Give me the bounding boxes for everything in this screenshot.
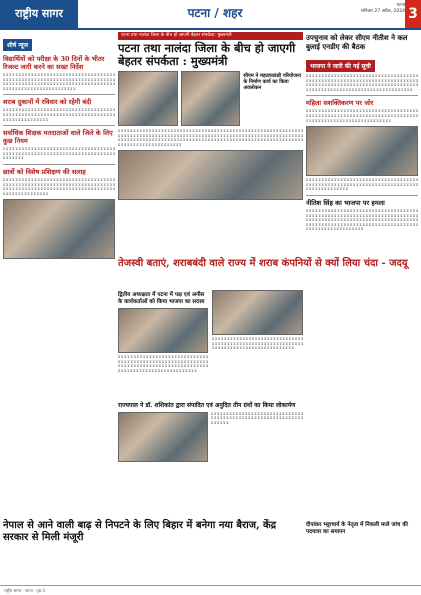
mid-story xyxy=(118,258,418,270)
story-body: ड ड ड ड ड ड ड ड ड ड ड ड ड ड ड ड ड ड ड ड ड ड ड ड ड ड ड ड ड ड ड ड ड ड ड ड ड ड ड ड ड ड ड ड ड ड ड ड ड ड ड ड ड ड ड ड ड ड ड ड ड ड ड ड ड ड ड ड ड ड ड ड ड ड ड ड ड ड ड ड ड ड ड ड ड ड ड ड ड ड ड ड ड ड ड ड ड ड ड ड xyxy=(306,109,418,123)
story-body: ड ड ड ड ड ड ड ड ड ड ड ड ड ड ड ड ड ड ड ड ड ड ड ड ड ड ड ड ड ड ड ड ड ड ड ड ड ड ड ड ड ड ड ड ड ड ड ड ड ड ड ड ड ड ड ड ड ड ड ड ड ड ड ड ड ड ड ड ड ड ड ड ड ड ड ड ड ड ड ड ड ड ड ड ड ड ड ड ड ड ड ड ड ड ड ड ड ड ड ड ड ड ड ड ड ड ड ड ड ड ड ड ड xyxy=(118,355,208,373)
divider xyxy=(306,95,418,96)
photo xyxy=(118,412,208,462)
story-body: ड ड ड ड ड ड ड ड ड ड ड ड ड ड ड ड ड ड ड ड ड ड ड ड ड ड ड ड ड ड ड ड ड ड ड ड ड ड ड ड ड ड ड ड ड ड ड ड ड ड ड ड ड ड ड ड ड ड ड ड ड ड ड ड ड ड ड ड ड ड ड ड ड ड ड ड ड ड ड ड ड ड ड ड ड ड ड ड ड ड ड ड ड ड ड ड ड ड ड ड ड ड ड ड ड ड ड ड ड ड ड ड ड ड ड ड ड ड ड ड ड ड ड ड ड ड ड ड ड ड ड ड ड ड ड ड ड ड ड ड ड ड ड xyxy=(306,74,418,92)
story-headline: विद्यार्थियों को परीक्षा के 30 दिनों के भीतर रिजल्ट जारी करने का सख्त निर्देश xyxy=(3,55,105,71)
right-column xyxy=(306,32,418,552)
story-headline: उपचुनाव को लेकर सीएम नीतीश ने कल बुलाई एनडीए की बैठक xyxy=(306,33,408,51)
section-label: भाजपा ने जारी की नई सूची xyxy=(306,60,375,72)
story-headline: नीतिश सिंह का भाजपा पर हमला xyxy=(306,198,385,207)
story-body: ड ड ड ड ड ड ड ड ड ड ड ड ड ड ड ड ड ड ड ड ड ड ड ड ड ड ड ड ड ड ड ड ड ड ड ड ड ड ड ड ड ड ड ड ड ड ड ड ड ड ड ड ड ड ड ड ड ड ड ड ड ड ड ड ड ड ड ड ड ड ड ड ड ड ड ड ड ड ड ड ड ड ड ड ड ड ड ड ड ड ड ड ड ड ड ड ड ड ड ड ड ड ड ड ड ड ड ड ड ड ड ड ड ड ड ड ड ड ड ड ड ड ड ड ड ड ड ड ड ड ड ड ड ड ड ड ड ड ड ड ड ड ड ड ड ड ड ड ड ड ड ड ड ड ड ड ड ड ड ड ड ड ड ड ड ड ड ड ड ड ड ड ड ड ड ड ड ड ड ड ड ड ड ड ड ड ड ड ड ड ड ड ड ड ड ड ड ड ड ड ड xyxy=(118,129,303,147)
photo xyxy=(181,71,241,126)
divider xyxy=(306,195,418,196)
main-kicker: पटना तथा नालंदा जिला के बीच हो जाएगी बेहतर संपर्कता: मुख्यमंत्री xyxy=(118,32,303,40)
story-headline: दीपांकर भट्टाचार्य के नेतृत्व में निकली माले जांच की पदयात्रा का समापन xyxy=(306,522,408,535)
mid-headline: तेजस्वी बताएं, शराबबंदी वाले राज्य में शराब कंपनियों से क्यों लिया चंदा - जदयू xyxy=(118,258,408,269)
main-headline: पटना तथा नालंदा जिला के बीच हो जाएगी बेहतर संपर्कता : मुख्यमंत्री xyxy=(118,41,296,68)
story-body: ड ड ड ड ड ड ड ड ड ड ड ड ड ड ड ड ड ड ड ड ड ड ड ड ड ड ड ड ड ड ड ड ड ड ड ड ड ड ड ड ड ड ड ड ड ड ड ड ड ड ड ड ड ड ड ड ड ड ड ड ड ड ड ड ड ड ड ड ड ड ड ड ड ड ड ड ड ड ड ड ड ड ड ड ड ड ड xyxy=(3,108,115,122)
main-subhead: सीएम ने महत्वाकांक्षी परियोजना के निर्माण कार्य का किया अवलोकन xyxy=(243,73,301,91)
story-headline: राज्यपाल ने डॉ. शशिकांत द्वारा संपादित एवं अनुदित तीन ग्रंथों का किया लोकार्पण xyxy=(118,402,296,409)
footer: राष्ट्रीय सागर · पटना · पृष्ठ 3 xyxy=(0,585,421,595)
story-headline: छात्रों को विशेष प्रशिक्षण की सलाह xyxy=(3,167,86,176)
masthead-city: पटना xyxy=(396,3,405,8)
divider xyxy=(3,164,115,165)
story-body: ड ड ड ड ड ड ड ड ड ड ड ड ड ड ड ड ड ड ड ड ड ड ड ड ड ड ड ड ड ड ड ड ड ड ड ड ड ड ड ड ड ड ड ड ड ड ड ड ड ड ड ड ड ड ड ड ड ड ड ड ड ड ड ड ड ड ड ड ड ड ड ड ड ड ड ड ड ड ड ड ड ड ड ड ड ड ड ड ड ड ड ड ड ड ड ड ड ड ड ड ड ड ड ड ड ड ड ड ड ड ड ड ड ड ड ड ड ड ड ड ड ड ड xyxy=(3,177,115,196)
photo xyxy=(306,126,418,176)
left-column xyxy=(3,32,115,552)
center-mid-story xyxy=(212,290,303,354)
story-headline: महिला सशक्तिकरण पर जोर xyxy=(306,99,374,108)
masthead-date: शनिवार 27 अप्रैल, 2024 xyxy=(360,9,405,14)
section-label: शीर्ष न्यूज xyxy=(3,39,32,51)
main-sub-box xyxy=(243,71,303,126)
photo xyxy=(118,71,178,126)
bottom-story xyxy=(3,520,303,544)
photo xyxy=(212,290,303,335)
paper-name: राष्ट्रीय सागर xyxy=(0,0,78,28)
right-bottom-story xyxy=(306,520,418,538)
masthead xyxy=(0,0,421,30)
section-title: पटना / शहर xyxy=(187,6,243,20)
lower-photos xyxy=(118,412,303,462)
story-body: ड ड ड ड ड ड ड ड ड ड ड ड ड ड ड ड ड ड ड ड ड ड ड ड ड ड ड ड ड ड ड ड ड ड ड ड ड ड ड ड ड ड ड ड ड ड ड ड ड ड ड ड ड ड ड ड ड ड ड ड ड ड ड ड ड ड ड ड ड ड ड ड ड ड ड ड ड ड ड xyxy=(3,147,115,161)
divider xyxy=(3,94,115,95)
story-headline: सर्वाधिक शिक्षक मतदाताओं वाले जिले के लिए कुछ नियम xyxy=(3,129,113,146)
bottom-headline: नेपाल से आने वाली बाढ़ से निपटने के लिए बिहार में बनेगा नया बैराज, केंद्र सरकार से मिली मंजूरी xyxy=(3,520,277,543)
story-headline: शराब दुकानों में रविवार को रहेगी बंदी xyxy=(3,98,92,107)
photo xyxy=(118,150,303,200)
story-body: ड ड ड ड ड ड ड ड ड ड ड ड ड ड ड ड ड ड ड ड ड ड ड ड ड ड ड ड ड ड ड ड ड ड ड ड ड ड ड ड ड ड ड ड ड ड ड ड ड ड ड ड ड ड ड ड ड ड ड ड ड ड ड ड ड ड ड ड ड ड ड ड ड ड ड ड ड ड ड ड ड ड ड ड ड ड ड ड ड ड ड ड ड ड ड ड ड ड ड ड ड ड ड ड ड ड ड ड ड ड ड ड ड ड ड ड ड ड ड ड ड ड ड ड ड ड ड ड ड ड ड ड xyxy=(3,73,115,91)
masthead-meta xyxy=(305,3,405,27)
center-lower-story xyxy=(118,400,303,462)
story-body: ड ड ड ड ड ड ड ड ड ड ड ड ड ड ड ड ड ड ड ड ड ड ड ड ड ड ड ड ड ड ड ड ड ड ड ड ड ड ड ड ड ड ड ड ड ड ड ड ड ड ड ड ड ड ड ड ड ड ड ड ड ड ड ड ड ड ड ड ड ड ड ड ड ड ड ड ड ड ड ड ड ड ड ड ड ड ड ड ड ड ड ड ड ड ड ड ड ड ड ड ड ड ड ड ड ड ड ड ड ड ड ड ड ड ड ड ड ड ड ड ड ड ड ड ड ड ड ड ड ड ड ड ड ड ड ड ड ड ड ड ड ड ड ड ड ड ड ड ड ड ड ड ड ड ड ड ड ड ड ड ड ड ड xyxy=(306,208,418,232)
main-story xyxy=(118,32,303,200)
story-body: ड ड ड ड ड ड ड ड ड ड ड ड ड ड ड ड ड ड ड ड ड ड ड ड ड ड ड ड ड ड ड ड ड ड ड ड ड ड ड ड ड ड ड ड ड ड ड ड ड ड ड ड ड ड ड ड ड ड ड ड ड ड ड ड ड ड ड ड ड ड ड ड ड ड ड ड ड ड ड ड ड ड ड ड ड ड ड xyxy=(212,337,303,351)
photo xyxy=(3,199,115,259)
photo xyxy=(118,308,208,353)
story-body: ड ड ड ड ड ड ड ड ड ड ड ड ड ड ड ड ड ड ड ड ड ड ड ड ड ड ड ड ड ड ड ड ड ड ड ड ड ड ड ड ड ड ड ड ड ड ड ड ड ड ड ड ड ड ड ड ड ड ड ड ड ड ड ड ड ड ड ड ड ड ड ड ड ड ड ड ड ड ड ड ड ड ड ड ड ड xyxy=(306,178,418,192)
divider xyxy=(3,125,115,126)
page-number: 3 xyxy=(405,0,421,28)
main-photos xyxy=(118,71,303,126)
story-headline: द्वितीय अध्यक्षता में पटना में पक्ष एवं अनीस के कार्यकर्ताओं को किया भाजपा का सदस्य xyxy=(118,292,205,305)
story-body: ड ड ड ड ड ड ड ड ड ड ड ड ड ड ड ड ड ड ड ड ड ड ड ड ड ड ड ड ड ड ड ड ड ड ड ड ड ड ड ड ड ड ड ड ड ड ड ड ड ड ड ड ड ड ड ड ड ड ड ड ड ड ड ड ड ड xyxy=(211,411,303,425)
left-mid-story xyxy=(118,290,208,376)
